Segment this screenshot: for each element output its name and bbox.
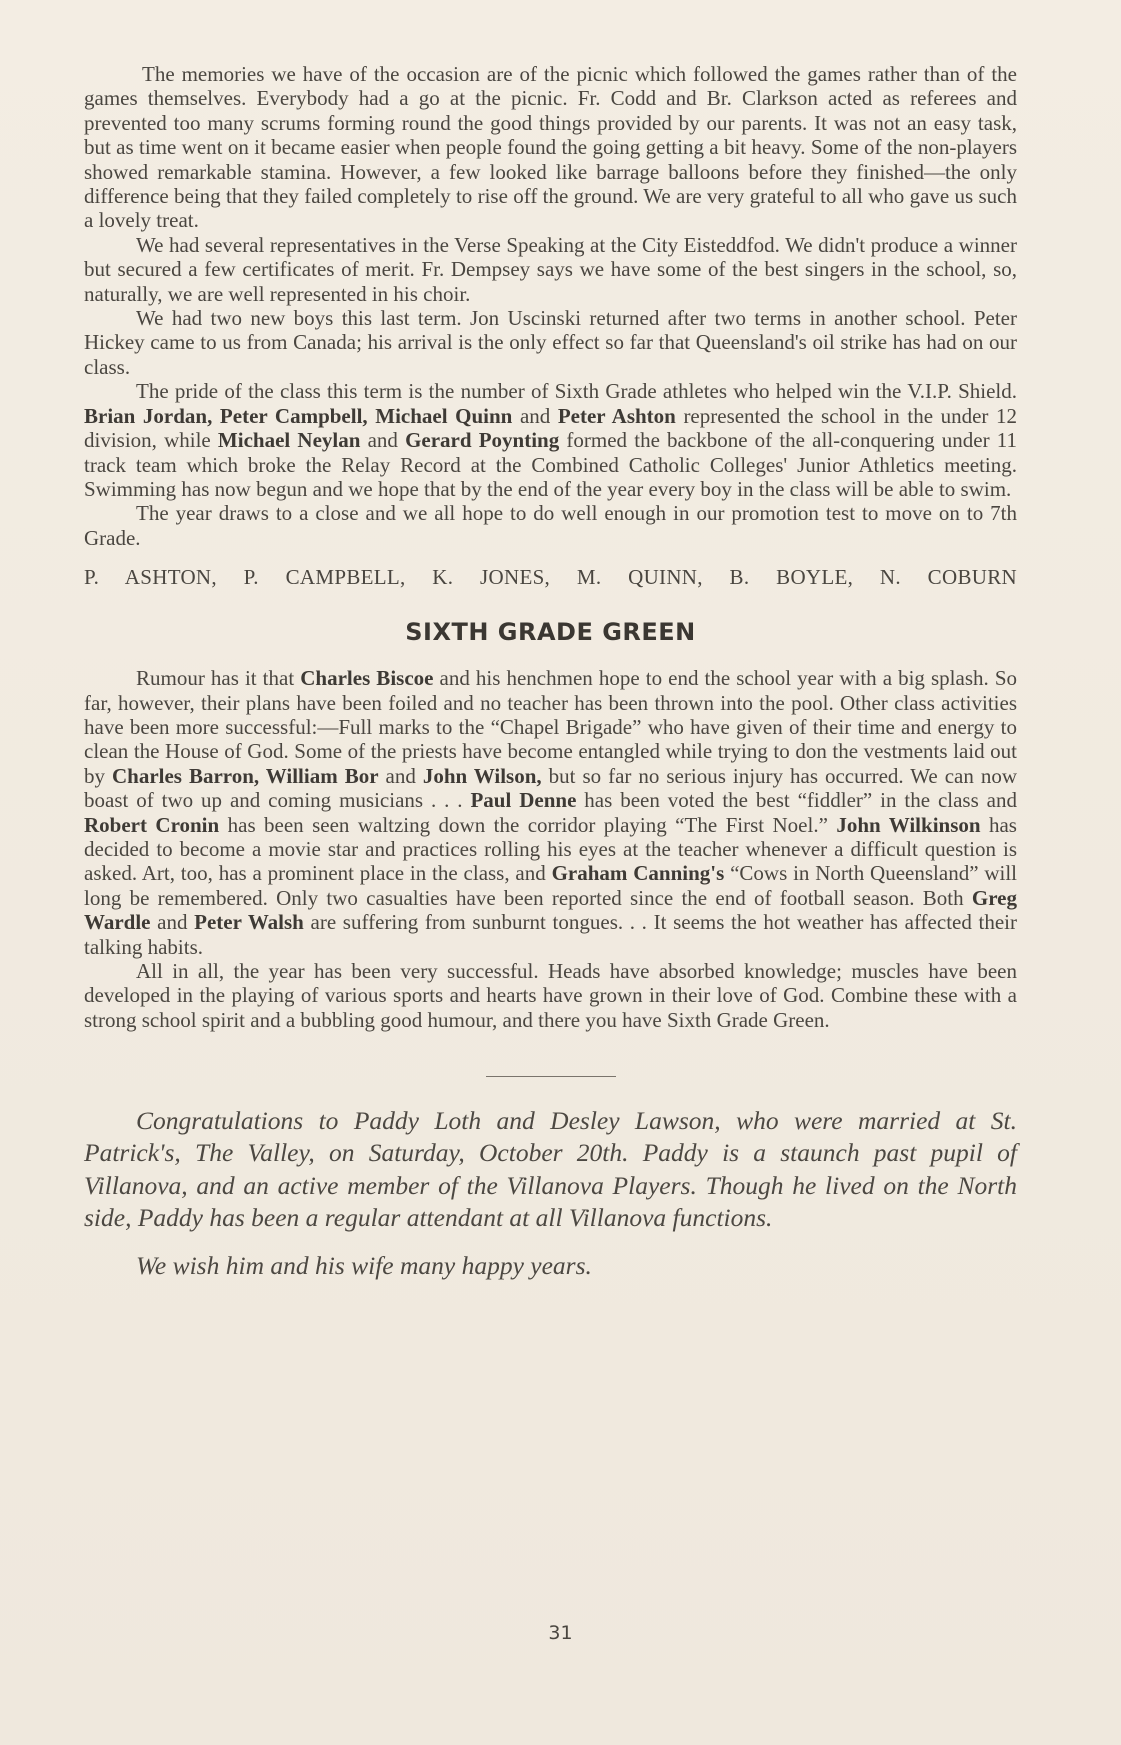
congratulations-wish: We wish him and his wife many happy years.	[136, 1251, 592, 1281]
text-span: and	[512, 403, 558, 428]
section-paragraph-summary: All in all, the year has been very successful. Heads have absorbed knowledge; muscles have been developed in the playing of various sports and hearts have grown in their love of God. Combine these with a strong school spirit and a bubbling good humour, and there you have Sixth Grade Green.	[84, 959, 1017, 1032]
section-title: SIXTH GRADE GREEN	[405, 618, 696, 647]
intro-paragraph-athletics	[84, 379, 1017, 501]
intro-paragraph-eisteddfod: We had several representatives in the Verse Speaking at the City Eisteddfod. We didn't produce a winner but secured a few certificates of merit. Fr. Dempsey says we have some of the best singers in the school, so, naturally, we are well represented in his choir.	[84, 232, 1017, 306]
section-paragraph-rumour	[84, 666, 1017, 959]
athlete-names: Brian Jordan, Peter Campbell, Michael Quinn	[84, 403, 513, 428]
text-span: The pride of the class this term is the number of Sixth Grade athletes who helped win the V.I.P. Shield.	[136, 379, 1017, 404]
text-span: and	[378, 763, 423, 788]
student-name: John Wilson,	[422, 763, 542, 788]
student-name: Charles Biscoe	[300, 666, 434, 691]
student-names: Charles Barron, William Bor	[111, 763, 379, 788]
student-name: Graham Canning's	[551, 861, 725, 886]
student-name: John Wilkinson	[836, 812, 981, 837]
text-span: Rumour has it that	[136, 666, 301, 691]
text-span: and	[150, 910, 195, 935]
text-span: has decided to become a movie star and practices rolling his eyes at the teacher whenever a difficult question is asked. Art, too, has a prominent place in the class, and	[84, 812, 1017, 886]
text-span: and	[360, 428, 406, 453]
text-span: represented the school in the under 12 division, while	[84, 403, 1017, 453]
intro-paragraph-new-boys: We had two new boys this last term. Jon Uscinski returned after two terms in another school. Peter Hickey came to us from Canada; his arrival is the only effect so far that Queensland's oil strike has had on our class.	[84, 306, 1017, 379]
student-name: Paul Denne	[470, 788, 577, 813]
text-span: formed the backbone of the all-conquering under 11 track team which broke the Relay Record at the Combined Catholic Colleges' Junior Athletics meeting. Swimming has now begun and we hope that by the end of the year every boy in the class will be able to swim.	[84, 428, 1017, 501]
intro-signature: P. ASHTON, P. CAMPBELL, K. JONES, M. QUINN, B. BOYLE, N. COBURN	[84, 565, 1017, 590]
page-content	[84, 62, 1017, 1282]
text-span: and his henchmen hope to end the school year with a big splash. So far, however, their plans have been foiled and no teacher has been thrown into the pool. Other class activities have been more successful:—Full marks to the “Chapel Brigade” who have given of their time and energy to clean the House of God. Some of the priests have become entangled while trying to don the vestments laid out by	[84, 666, 1017, 788]
student-name: Greg Wardle	[84, 885, 1017, 935]
text-span: has been seen waltzing down the corridor playing “The First Noel.”	[219, 812, 837, 837]
intro-paragraph-promotion: The year draws to a close and we all hope to do well enough in our promotion test to move on to 7th Grade.	[84, 501, 1017, 550]
text-span: but so far no serious injury has occurred. We can now boast of two up and coming musicians . . .	[84, 763, 1018, 813]
athlete-name: Peter Ashton	[557, 403, 676, 428]
section-divider	[486, 1076, 616, 1077]
text-span: are suffering from sunburnt tongues. . . It seems the hot weather has affected their talking habits.	[84, 910, 1017, 959]
page-number: 31	[548, 1622, 573, 1644]
athlete-name: Michael Neylan	[217, 428, 361, 453]
intro-paragraph-picnic: The memories we have of the occasion are of the picnic which followed the games rather than of the games themselves. Everybody had a go at the picnic. Fr. Codd and Br. Clarkson acted as referees and prevented too many scrums forming round the good things provided by our parents. It was not an easy task, but as time went on it became easier when people found the going getting a bit heavy. Some of the non-players showed remarkable stamina. However, a few looked like barrage balloons before they finished—the only difference being that they failed completely to rise off the ground. We are very grateful to all who gave us such a lovely treat.	[84, 62, 1017, 233]
congratulations-notice: Congratulations to Paddy Loth and Desley Lawson, who were married at St. Patrick's, The Valley, on Saturday, October 20th. Paddy is a staunch past pupil of Villanova, and an active member of the Villanova Players. Though he lived on the North side, Paddy has been a regular attendant at all Villanova functions.	[84, 1106, 1017, 1232]
text-span: “Cows in North Queensland” will long be remembered. Only two casualties have been reported since the end of football season. Both	[84, 861, 1018, 910]
text-span: has been voted the best “fiddler” in the class and	[576, 788, 1017, 813]
student-name: Peter Walsh	[194, 910, 304, 935]
athlete-name: Gerard Poynting	[405, 428, 560, 453]
student-name: Robert Cronin	[84, 812, 220, 837]
